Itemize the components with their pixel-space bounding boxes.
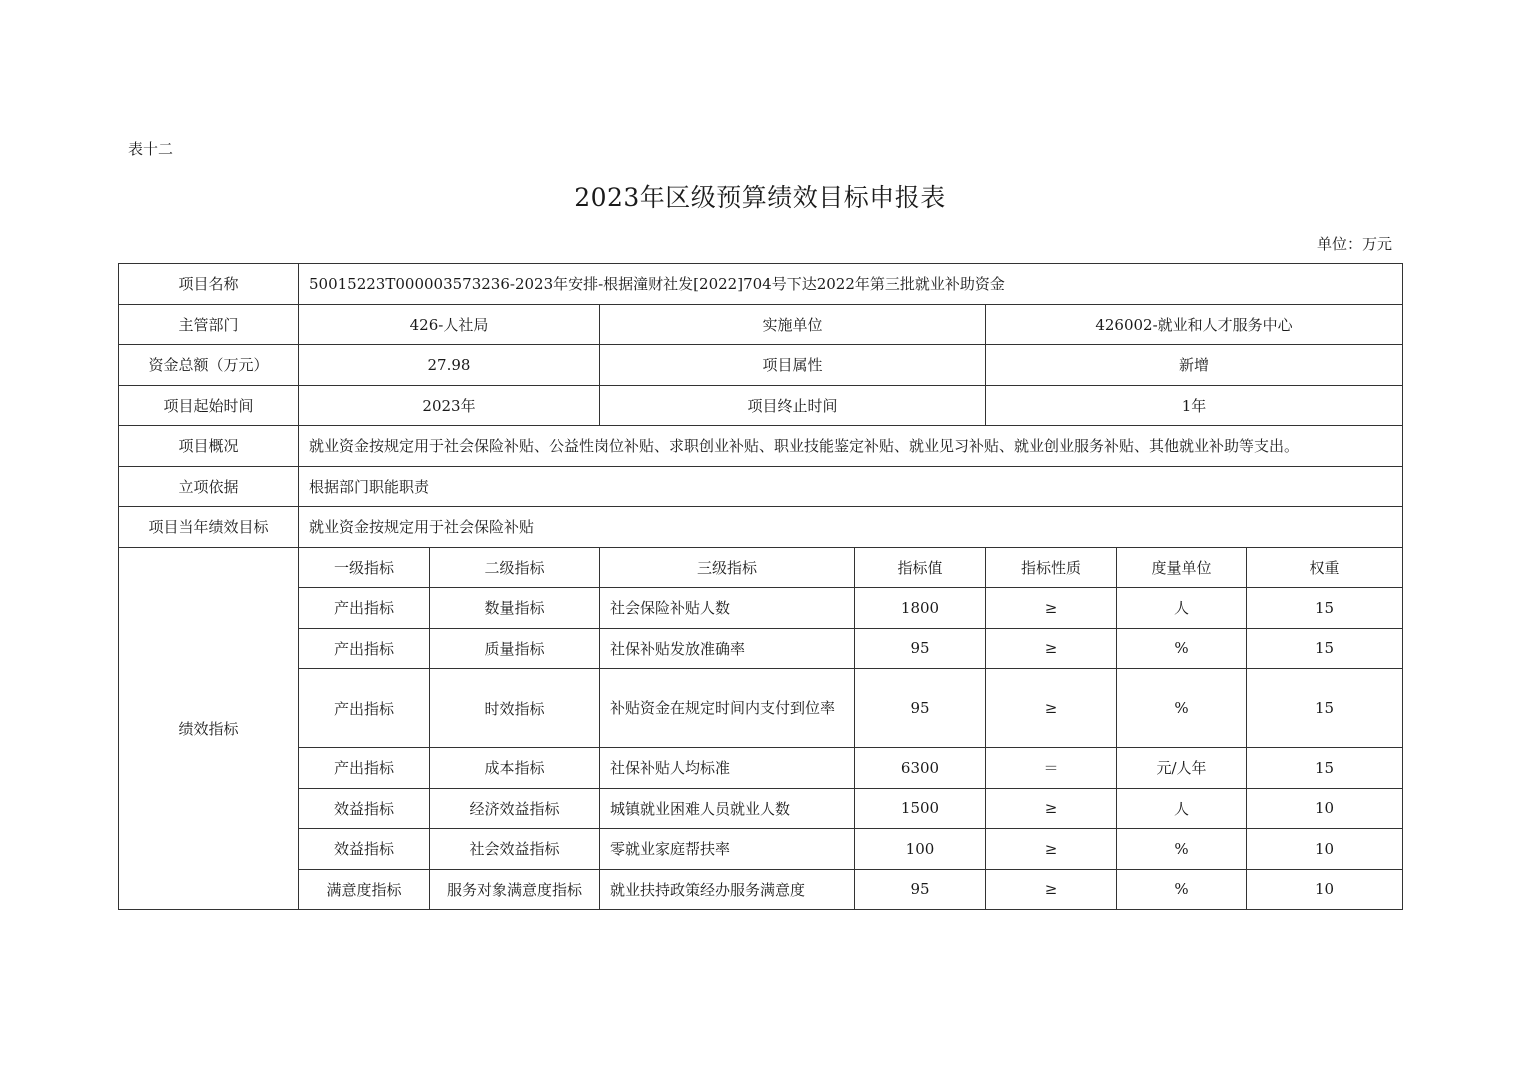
department-value: 426-人社局 — [299, 304, 600, 345]
header-level1: 一级指标 — [299, 547, 430, 588]
level3-cell: 零就业家庭帮扶率 — [600, 829, 855, 870]
end-time-label: 项目终止时间 — [600, 385, 986, 426]
level1-cell: 满意度指标 — [299, 869, 430, 910]
indicator-row — [119, 829, 1403, 870]
header-level2: 二级指标 — [430, 547, 600, 588]
unit-cell: % — [1117, 829, 1247, 870]
header-weight: 权重 — [1247, 547, 1403, 588]
value-cell: 95 — [855, 669, 986, 748]
page-title: 2023年区级预算绩效目标申报表 — [574, 183, 946, 212]
level3-cell: 就业扶持政策经办服务满意度 — [600, 869, 855, 910]
row-department — [119, 304, 1403, 345]
level2-cell: 时效指标 — [430, 669, 600, 748]
project-name-value: 50015223T000003573236-2023年安排-根据潼财社发[2022]704号下达2022年第三批就业补助资金 — [299, 264, 1403, 305]
implementing-unit-value: 426002-就业和人才服务中心 — [986, 304, 1403, 345]
weight-cell: 10 — [1247, 829, 1403, 870]
level2-cell: 经济效益指标 — [430, 788, 600, 829]
budget-performance-table — [118, 263, 1403, 910]
start-time-label: 项目起始时间 — [119, 385, 299, 426]
level1-cell: 效益指标 — [299, 788, 430, 829]
level3-cell: 社保补贴发放准确率 — [600, 628, 855, 669]
unit-cell: 人 — [1117, 788, 1247, 829]
header-unit: 度量单位 — [1117, 547, 1247, 588]
level2-cell: 服务对象满意度指标 — [430, 869, 600, 910]
row-basis — [119, 466, 1403, 507]
indicator-row — [119, 669, 1403, 748]
value-cell: 1800 — [855, 588, 986, 629]
project-name-label: 项目名称 — [119, 264, 299, 305]
nature-cell: ≥ — [986, 869, 1117, 910]
annual-goal-value: 就业资金按规定用于社会保险补贴 — [299, 507, 1403, 548]
weight-cell: 10 — [1247, 788, 1403, 829]
unit-cell: 元/人年 — [1117, 748, 1247, 789]
basis-value: 根据部门职能职责 — [299, 466, 1403, 507]
header-level3: 三级指标 — [600, 547, 855, 588]
basis-label: 立项依据 — [119, 466, 299, 507]
start-time-value: 2023年 — [299, 385, 600, 426]
overview-label: 项目概况 — [119, 426, 299, 467]
value-cell: 95 — [855, 628, 986, 669]
level2-cell: 社会效益指标 — [430, 829, 600, 870]
level1-cell: 效益指标 — [299, 829, 430, 870]
header-value: 指标值 — [855, 547, 986, 588]
level3-cell: 社保补贴人均标准 — [600, 748, 855, 789]
nature-cell: ≥ — [986, 588, 1117, 629]
nature-cell: ≥ — [986, 628, 1117, 669]
level1-cell: 产出指标 — [299, 588, 430, 629]
unit-note: 单位：万元 — [1316, 235, 1392, 253]
unit-cell: 人 — [1117, 588, 1247, 629]
annual-goal-label: 项目当年绩效目标 — [119, 507, 299, 548]
project-attribute-value: 新增 — [986, 345, 1403, 386]
indicator-row — [119, 628, 1403, 669]
level1-cell: 产出指标 — [299, 628, 430, 669]
value-cell: 95 — [855, 869, 986, 910]
indicator-header-row — [119, 547, 1403, 588]
level1-cell: 产出指标 — [299, 748, 430, 789]
row-project-name — [119, 264, 1403, 305]
value-cell: 100 — [855, 829, 986, 870]
value-cell: 1500 — [855, 788, 986, 829]
fund-total-value: 27.98 — [299, 345, 600, 386]
unit-cell: % — [1117, 669, 1247, 748]
weight-cell: 15 — [1247, 669, 1403, 748]
level1-cell: 产出指标 — [299, 669, 430, 748]
level3-cell: 城镇就业困难人员就业人数 — [600, 788, 855, 829]
row-period — [119, 385, 1403, 426]
weight-cell: 15 — [1247, 628, 1403, 669]
nature-cell: ≥ — [986, 788, 1117, 829]
value-cell: 6300 — [855, 748, 986, 789]
header-nature: 指标性质 — [986, 547, 1117, 588]
level3-cell: 社会保险补贴人数 — [600, 588, 855, 629]
level2-cell: 数量指标 — [430, 588, 600, 629]
row-annual-goal — [119, 507, 1403, 548]
indicator-row — [119, 869, 1403, 910]
nature-cell: ≥ — [986, 829, 1117, 870]
unit-cell: % — [1117, 628, 1247, 669]
indicator-row — [119, 588, 1403, 629]
project-attribute-label: 项目属性 — [600, 345, 986, 386]
weight-cell: 10 — [1247, 869, 1403, 910]
level2-cell: 质量指标 — [430, 628, 600, 669]
weight-cell: 15 — [1247, 588, 1403, 629]
indicators-section-label: 绩效指标 — [119, 547, 299, 910]
implementing-unit-label: 实施单位 — [600, 304, 986, 345]
indicator-row — [119, 788, 1403, 829]
row-overview — [119, 426, 1403, 467]
weight-cell: 15 — [1247, 748, 1403, 789]
level3-cell: 补贴资金在规定时间内支付到位率 — [600, 669, 855, 748]
unit-cell: % — [1117, 869, 1247, 910]
level2-cell: 成本指标 — [430, 748, 600, 789]
nature-cell: ＝ — [986, 748, 1117, 789]
overview-value: 就业资金按规定用于社会保险补贴、公益性岗位补贴、求职创业补贴、职业技能鉴定补贴、就业见习补贴、就业创业服务补贴、其他就业补助等支出。 — [299, 426, 1403, 467]
row-fund — [119, 345, 1403, 386]
indicator-row — [119, 748, 1403, 789]
nature-cell: ≥ — [986, 669, 1117, 748]
fund-total-label: 资金总额（万元） — [119, 345, 299, 386]
table-number: 表十二 — [128, 140, 174, 158]
department-label: 主管部门 — [119, 304, 299, 345]
end-time-value: 1年 — [986, 385, 1403, 426]
